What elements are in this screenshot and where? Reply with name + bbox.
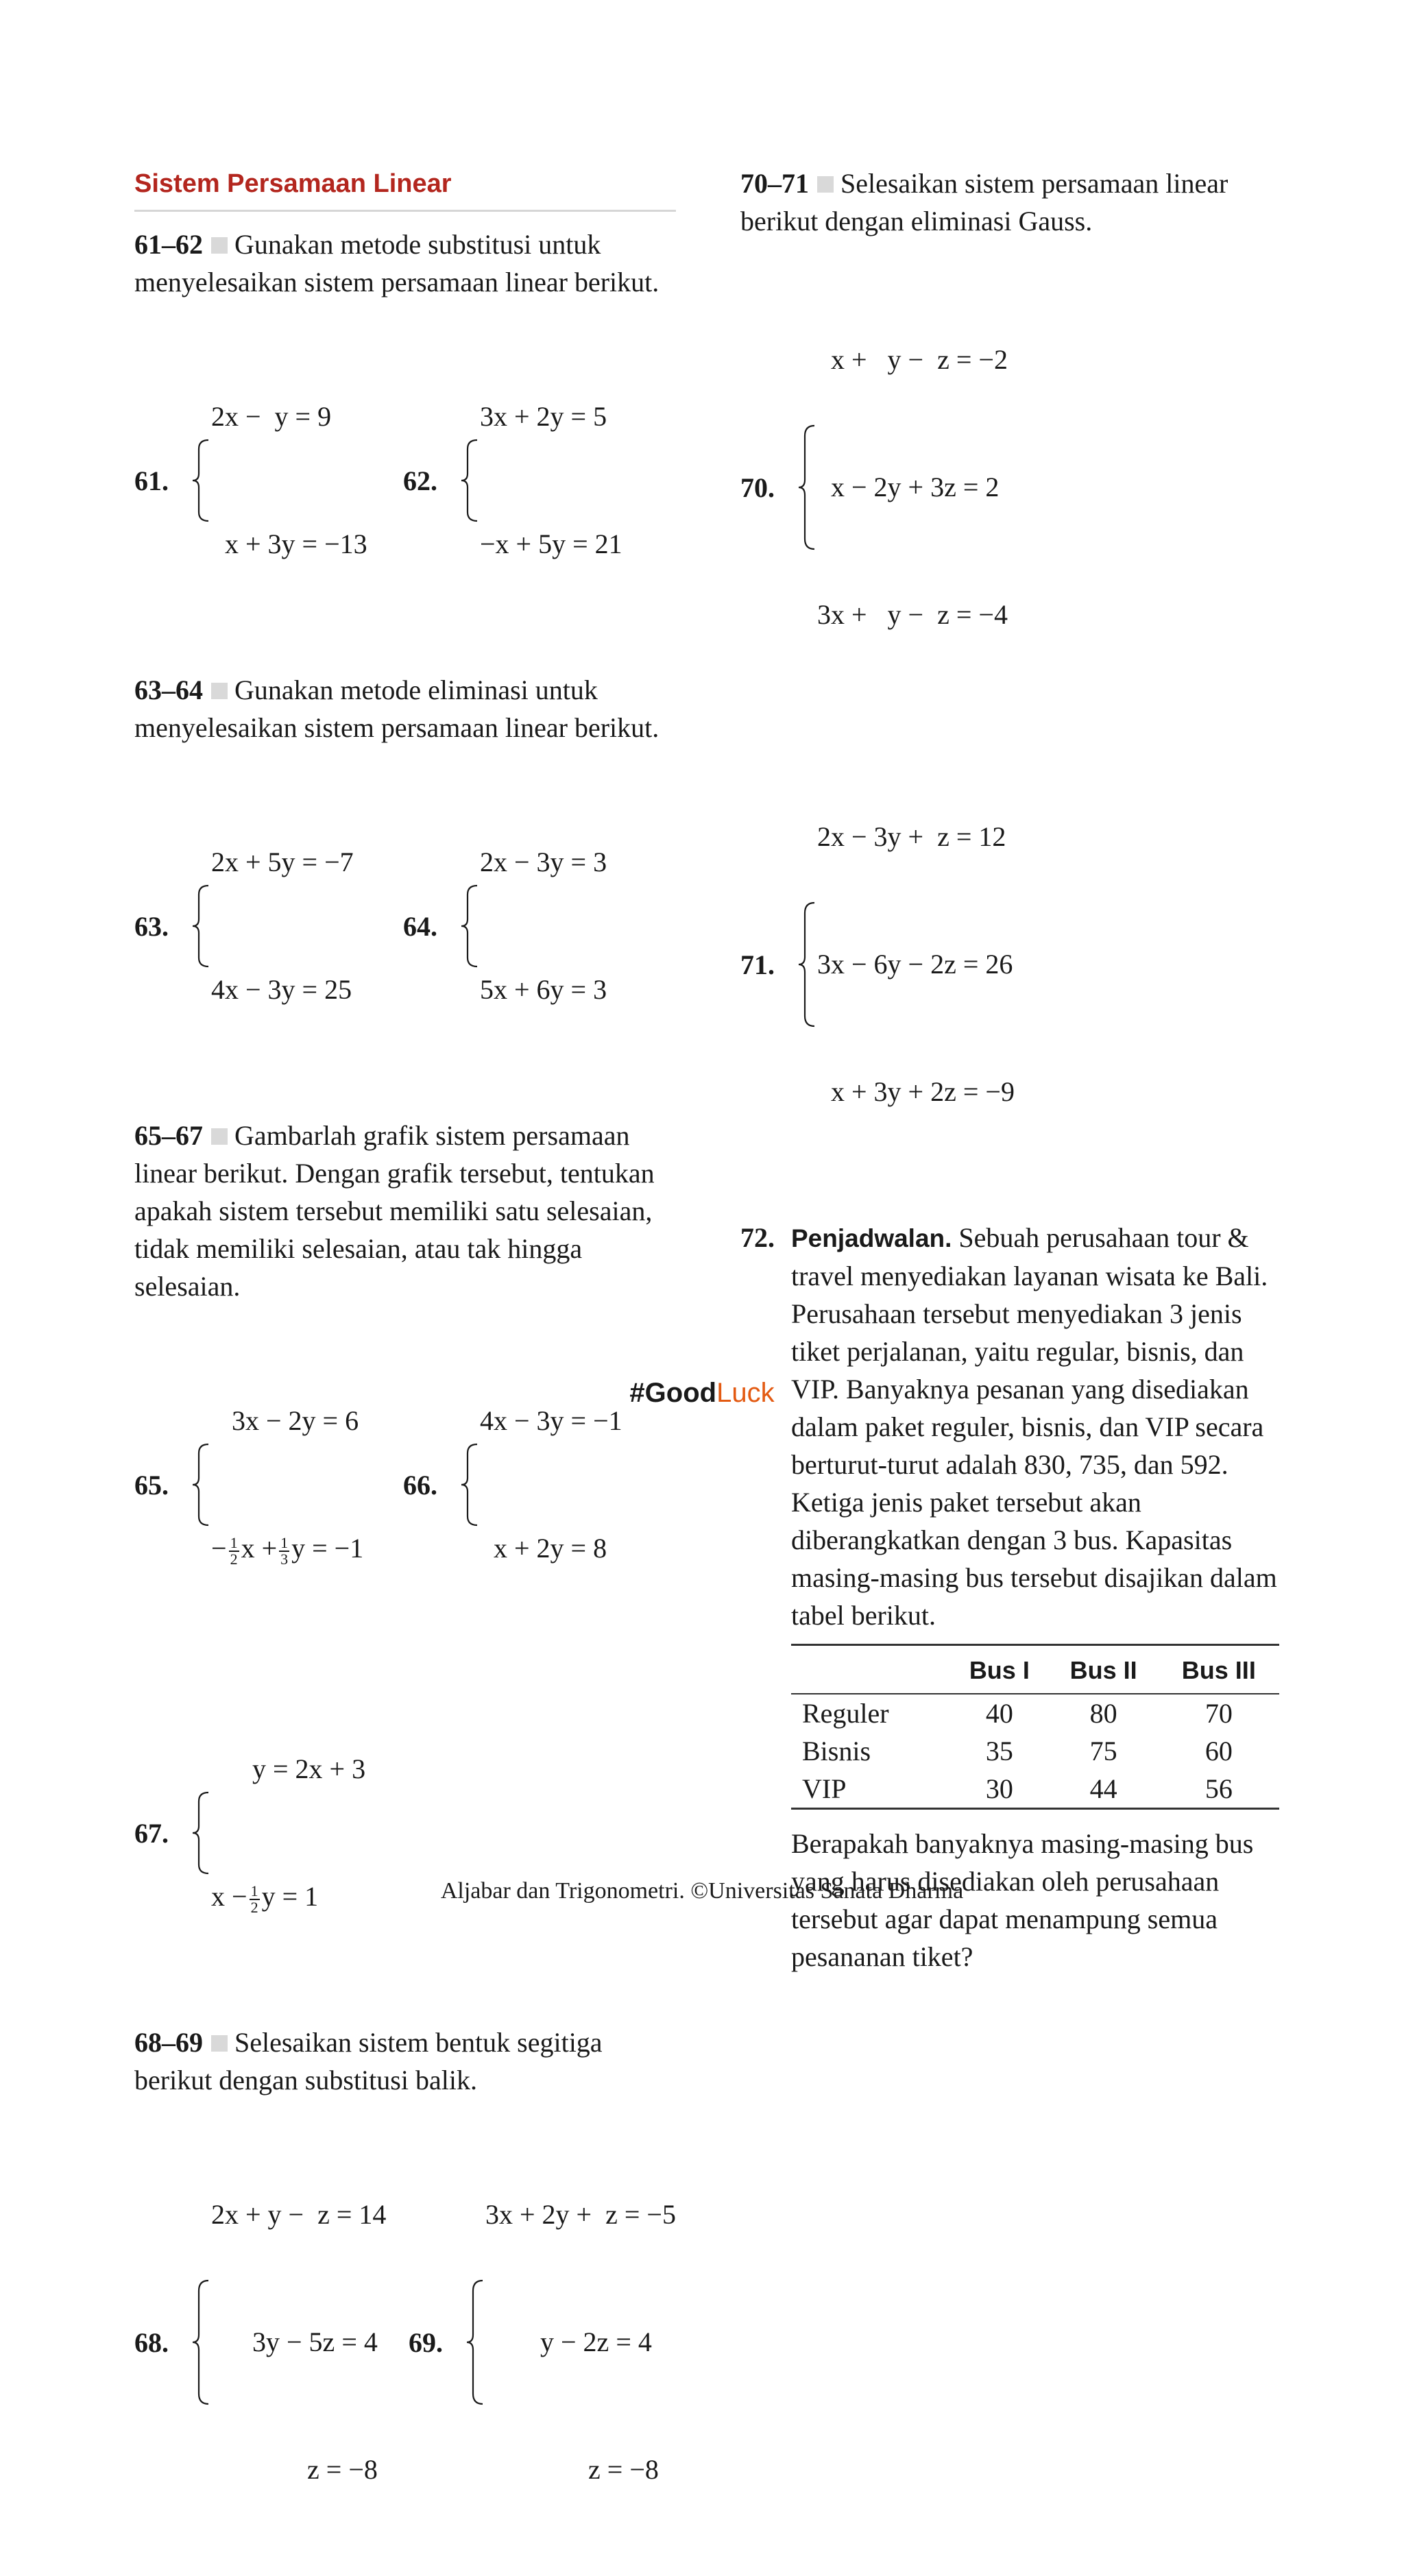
bus-capacity-table (791, 1644, 1279, 1810)
denominator: 2 (250, 1898, 258, 1916)
equation: z = −8 (485, 2454, 659, 2485)
problem-label: 65. (134, 1469, 169, 1500)
table-cell: 80 (1049, 1694, 1159, 1732)
problem-label: 61. (134, 465, 169, 496)
problem-label: 66. (403, 1469, 437, 1500)
table-cell: VIP (791, 1770, 950, 1809)
brace-icon (459, 1442, 480, 1527)
equations (211, 1315, 363, 1655)
square-icon (211, 2035, 228, 2052)
fraction (229, 1535, 239, 1567)
equations (485, 2109, 676, 2576)
term: y = −1 (291, 1533, 364, 1564)
equation: −x + 5y = 21 (480, 528, 622, 559)
equation: 3y − 5z = 4 (211, 2326, 378, 2357)
problem-71 (740, 731, 1282, 1198)
brace-icon (459, 438, 480, 523)
equation: 3x + 2y + z = −5 (485, 2199, 676, 2230)
system-61 (191, 311, 403, 651)
equation: 2x − 3y + z = 12 (817, 821, 1006, 852)
problem-label: 64. (403, 910, 437, 942)
equation: 2x + y − z = 14 (211, 2199, 387, 2230)
system-68 (191, 2109, 409, 2576)
table-cell: 70 (1159, 1694, 1279, 1732)
table-cell: Reguler (791, 1694, 950, 1732)
equations (817, 254, 1008, 721)
term: x − (211, 1881, 247, 1912)
system-66 (459, 1315, 622, 1655)
table-row (791, 1694, 1279, 1732)
table-header: Bus III (1159, 1645, 1279, 1694)
problems-63-64 (134, 756, 676, 1096)
brace-icon (797, 901, 817, 1028)
section-title: Sistem Persamaan Linear (134, 165, 676, 212)
problem-label: 72. (740, 1222, 775, 1253)
problem-question: Berapakah banyaknya masing-masing bus yang harus disediakan oleh perusahaan tersebut agar dapat menampung semua pesananan tiket? (791, 1828, 1254, 1972)
equation: 4x − 3y = −1 (480, 1405, 622, 1436)
table-cell: 30 (950, 1770, 1049, 1809)
equations (480, 311, 622, 651)
instruction-70-71 (740, 165, 1282, 240)
table-cell: 75 (1089, 1736, 1117, 1766)
problem-label: 67. (134, 1817, 169, 1849)
problem-label: 68. (134, 2326, 169, 2358)
equations (480, 756, 607, 1096)
equation: 3x + 2y = 5 (480, 401, 607, 432)
numerator: 1 (280, 1533, 289, 1551)
equation: y − 2z = 4 (485, 2326, 652, 2357)
range-label: 65–67 (134, 1120, 203, 1151)
equation: x + y − z = −2 (817, 344, 1008, 375)
problem-text: Sebuah perusahaan tour & travel menyediakan layanan wisata ke Bali. Perusahaan tersebut menyediakan 3 jenis tiket perjalanan, yaitu regular, bisnis, dan VIP. Banyaknya pesanan yang disediakan dalam paket reguler, bisnis, dan VIP secara berturut-turut adalah 830, 735, dan 592. Ketiga jenis paket tersebut akan diberangkatkan dengan 3 bus. Kapasitas masing-masing bus tersebut disajikan dalam tabel berikut. (791, 1222, 1277, 1631)
brace-icon (797, 424, 817, 551)
equations (817, 731, 1015, 1198)
equation: 3x + y − z = −4 (817, 599, 1008, 630)
table-header: Bus II (1049, 1645, 1159, 1694)
equation: 2x − 3y = 3 (480, 847, 607, 877)
problem-72-body (791, 1219, 1282, 1976)
left-column (134, 165, 676, 2576)
equation: y = 2x + 3 (211, 1753, 366, 1784)
equation: 3x − 2y = 6 (211, 1405, 359, 1436)
system-69 (465, 2109, 676, 2576)
equation: x + 3y = −13 (211, 528, 367, 559)
brace-icon (191, 438, 211, 523)
equation: 5x + 6y = 3 (480, 974, 607, 1005)
equations (211, 756, 354, 1096)
problem-label: 63. (134, 910, 169, 942)
system-71 (797, 731, 1015, 1198)
problem-72 (740, 1219, 1282, 1976)
equation: x − 2y + 3z = 2 (817, 472, 1000, 502)
instruction-65-67 (134, 1117, 676, 1305)
system-62 (459, 311, 622, 651)
table-row (791, 1770, 1279, 1809)
numerator: 1 (230, 1533, 238, 1551)
equations (211, 1663, 365, 2003)
problem-label: 69. (409, 2326, 443, 2358)
problems-65-66 (134, 1315, 676, 1655)
table-cell: 44 (1049, 1770, 1159, 1809)
instruction-text: Selesaikan sistem bentuk segitiga berikut dengan substitusi balik. (134, 2027, 603, 2095)
right-column (740, 165, 1282, 1976)
problem-label: 71. (740, 949, 775, 980)
denominator: 2 (230, 1550, 238, 1568)
equation: 3x − 6y − 2z = 26 (817, 949, 1013, 980)
table-row (791, 1732, 1279, 1770)
range-label: 70–71 (740, 168, 809, 199)
instruction-text: Selesaikan sistem persamaan linear berikut dengan eliminasi Gauss. (740, 168, 1228, 236)
instruction-text: Gunakan metode substitusi untuk menyelesaikan sistem persamaan linear berikut. (134, 229, 659, 297)
square-icon (211, 683, 228, 699)
square-icon (211, 1128, 228, 1145)
equation (211, 1527, 363, 1570)
instruction-68-69 (134, 2024, 676, 2099)
table-cell: Bisnis (802, 1736, 871, 1766)
good-luck-tag (0, 1378, 1404, 1409)
equation: x + 3y + 2z = −9 (817, 1076, 1015, 1107)
term: y = 1 (261, 1881, 319, 1912)
instruction-61-62 (134, 226, 676, 301)
denominator: 3 (280, 1550, 289, 1568)
system-64 (459, 756, 607, 1096)
table-header: Bus I (950, 1645, 1049, 1694)
problems-61-62 (134, 311, 676, 651)
fraction (279, 1535, 289, 1567)
table-cell: 56 (1159, 1770, 1279, 1809)
numerator: 1 (250, 1882, 258, 1899)
brace-icon (191, 1442, 211, 1527)
equation: x + 2y = 8 (480, 1533, 607, 1564)
brace-icon (191, 884, 211, 969)
equations (211, 311, 367, 651)
problem-title: Penjadwalan. (791, 1224, 952, 1252)
instruction-63-64 (134, 671, 676, 746)
brace-icon (191, 2279, 211, 2406)
brace-icon (465, 2279, 485, 2406)
equations (211, 2109, 386, 2576)
good-luck-part2: Luck (716, 1378, 775, 1408)
system-67 (191, 1663, 365, 2003)
instruction-text: Gambarlah grafik sistem persamaan linear berikut. Dengan grafik tersebut, tentukan apakah sistem tersebut memiliki satu selesaian, tidak memiliki selesaian, atau tak hingga selesaian. (134, 1120, 655, 1302)
instruction-text: Gunakan metode eliminasi untuk menyelesaikan sistem persamaan linear berikut. (134, 675, 659, 743)
table-cell: 60 (1205, 1736, 1233, 1766)
system-63 (191, 756, 403, 1096)
problem-67 (134, 1663, 676, 2003)
range-label: 68–69 (134, 2027, 203, 2058)
problem-label: 62. (403, 465, 437, 496)
equation: z = −8 (211, 2454, 378, 2485)
table-cell: 35 (985, 1736, 1013, 1766)
brace-icon (191, 1790, 211, 1875)
table-header (791, 1645, 950, 1694)
square-icon (817, 176, 834, 193)
problem-70 (740, 254, 1282, 721)
equation: 2x + 5y = −7 (211, 847, 354, 877)
equation: 2x − y = 9 (211, 401, 332, 432)
table-cell: 40 (950, 1694, 1049, 1732)
equations (480, 1315, 622, 1655)
square-icon (211, 237, 228, 254)
problems-68-69 (134, 2109, 676, 2576)
minus-sign: − (211, 1533, 227, 1564)
range-label: 61–62 (134, 229, 203, 260)
good-luck-part1: #Good (629, 1378, 717, 1408)
table-header-row (791, 1645, 1279, 1694)
system-65 (191, 1315, 403, 1655)
brace-icon (459, 884, 480, 969)
range-label: 63–64 (134, 675, 203, 705)
term: x + (241, 1533, 278, 1564)
system-70 (797, 254, 1008, 721)
page-footer: Aljabar dan Trigonometri. ©Universitas Sanata Dharma (440, 1878, 964, 1904)
problem-label: 70. (740, 472, 775, 503)
equation: 4x − 3y = 25 (211, 974, 352, 1005)
